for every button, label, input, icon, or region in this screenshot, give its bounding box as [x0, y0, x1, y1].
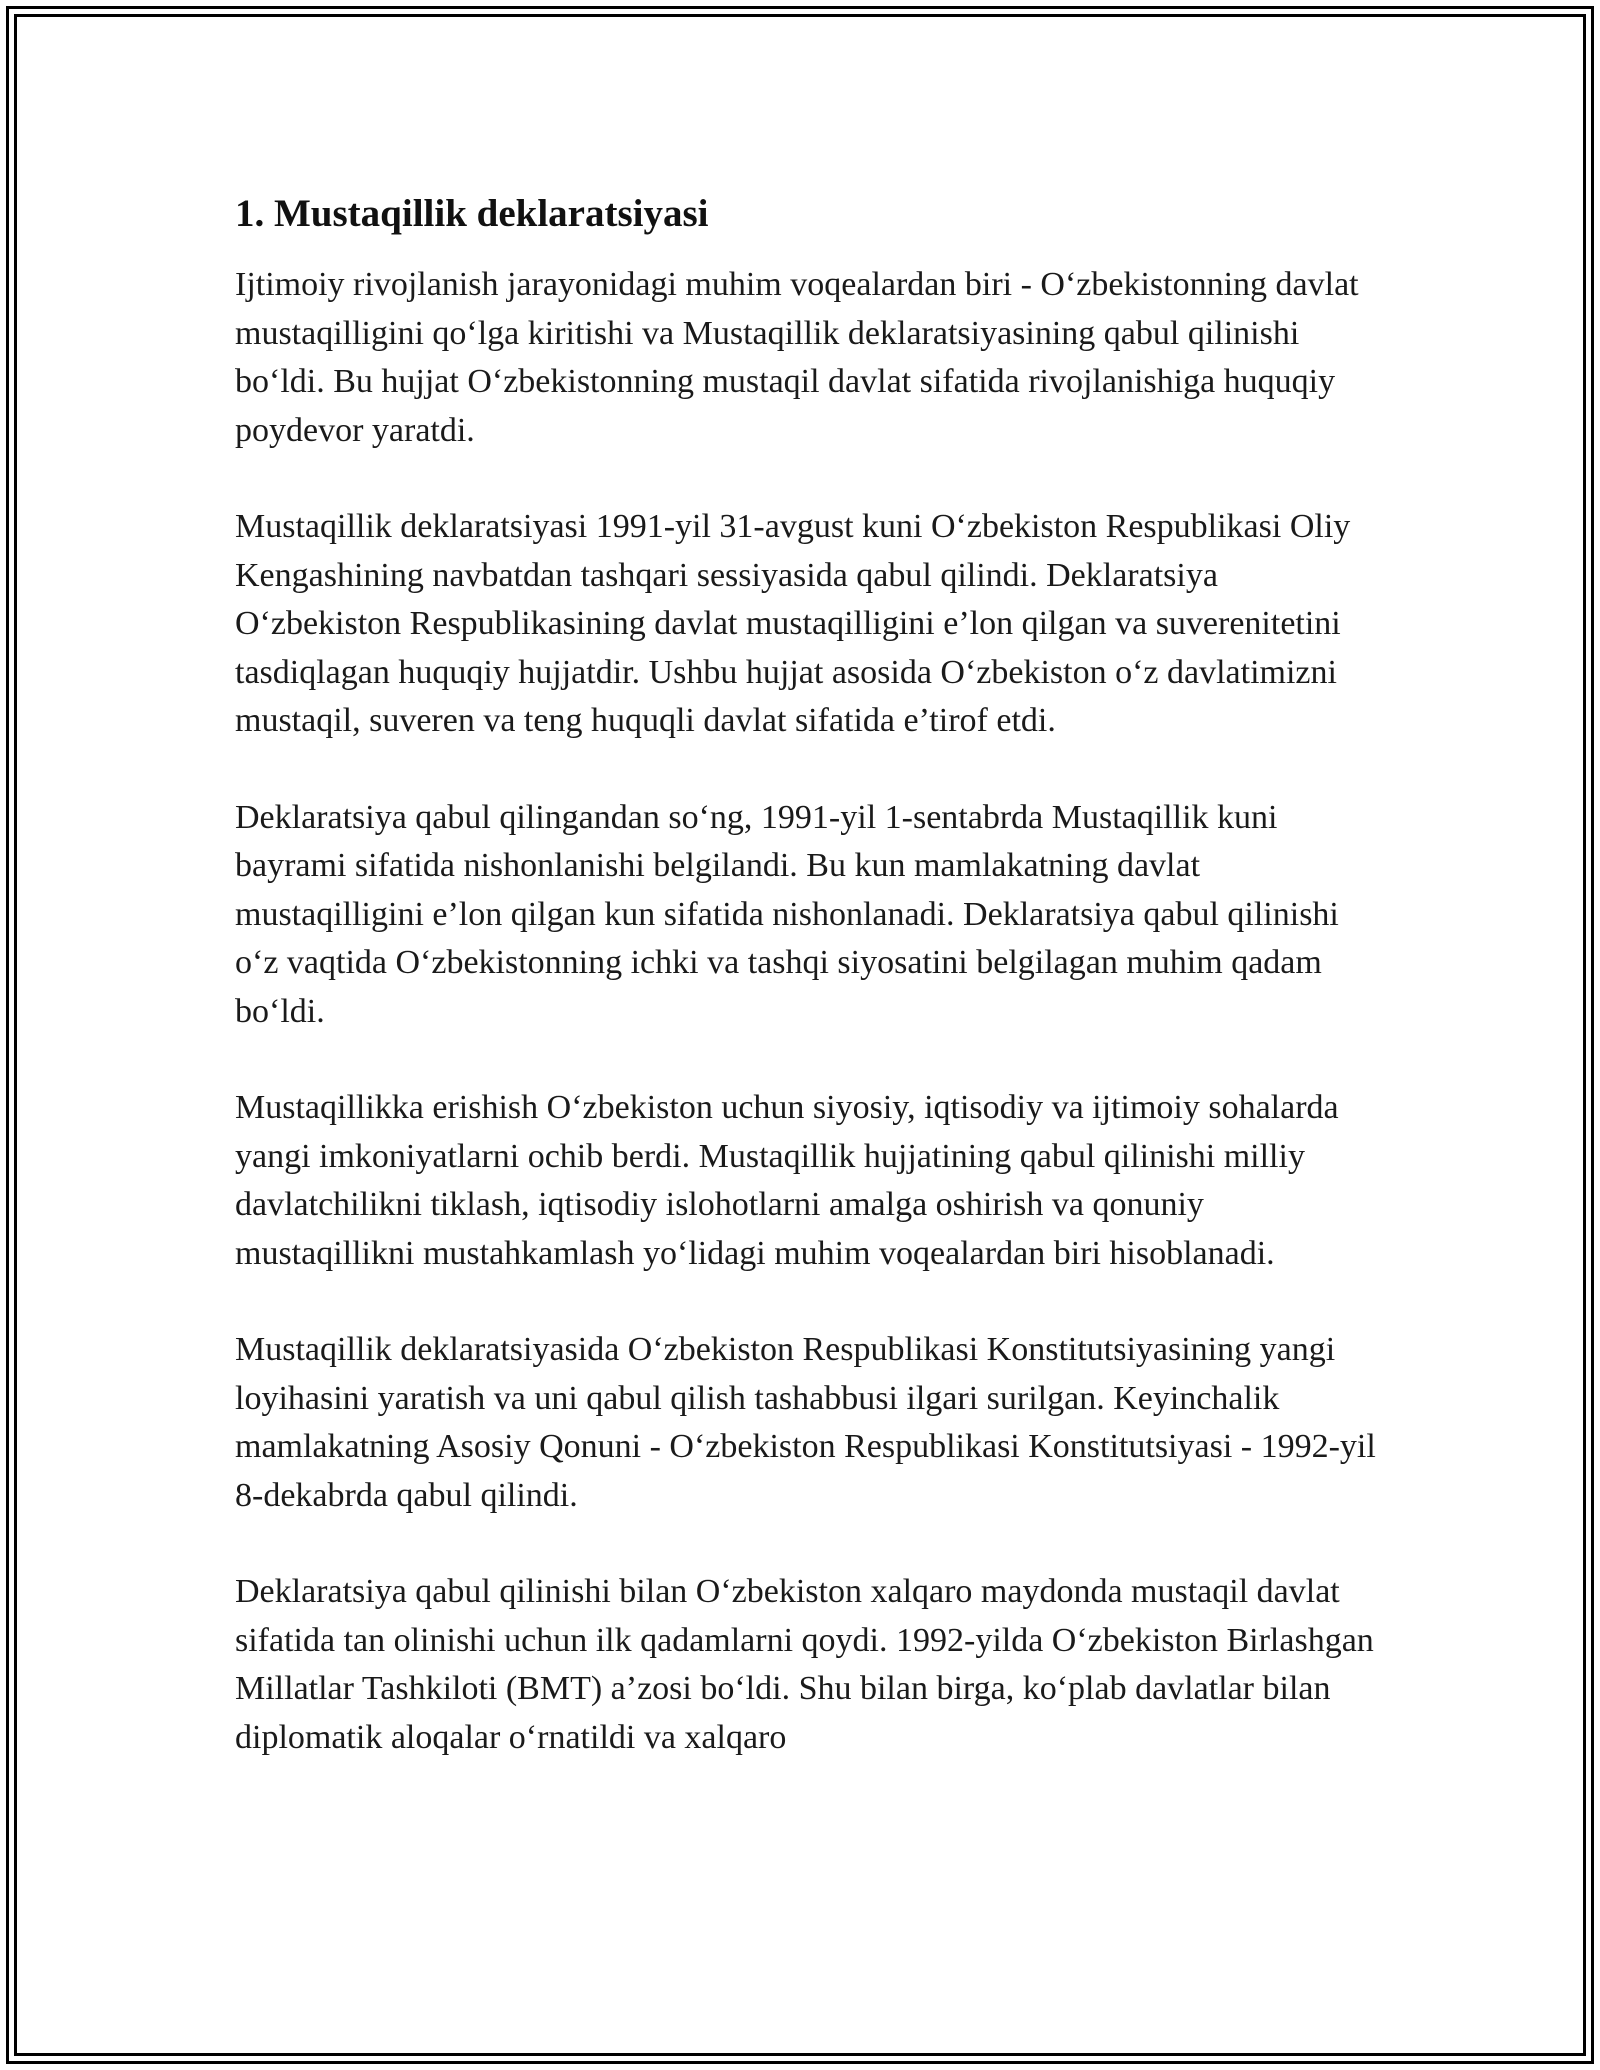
paragraph-4: Mustaqillikka erishish O‘zbekiston uchun siyosiy, iqtisodiy va ijtimoiy sohalarda yangi imkoniyatlarni ochib berdi. Mustaqillik hujjatining qabul qilinishi milliy davlatchilikni tiklash, iqtisodiy islohotlarni amalga oshirish va qonuniy mustaqillikni mustahkamlash yo‘lidagi muhim voqealardan biri hisoblanadi.	[235, 1089, 1339, 1272]
paragraph-2: Mustaqillik deklaratsiyasi 1991-yil 31-avgust kuni O‘zbekiston Respublikasi Oliy Kengashining navbatdan tashqari sessiyasida qabul qilindi. Deklaratsiya O‘zbekiston Respublikasining davlat mustaqilligini e’lon qilgan va suverenitetini tasdiqlagan huquqiy hujjatdir. Ushbu hujjat asosida O‘zbekiston o‘z davlatimizni mustaqil, suveren va teng huquqli davlat sifatida e’tirof etdi.	[235, 508, 1351, 739]
paragraph-5: Mustaqillik deklaratsiyasida O‘zbekiston Respublikasi Konstitutsiyasining yangi loyihasini yaratish va uni qabul qilish tashabbusi ilgari surilgan. Keyinchalik mamlakatning Asosiy Qonuni - O‘zbekiston Respublikasi Konstitutsiyasi - 1992-yil 8-dekabrda qabul qilindi.	[235, 1331, 1376, 1514]
paragraph-6: Deklaratsiya qabul qilinishi bilan O‘zbekiston xalqaro maydonda mustaqil davlat sifatida tan olinishi uchun ilk qadamlarni qoydi. 1992-yilda O‘zbekiston Birlashgan Millatlar Tashkiloti (BMT) a’zosi bo‘ldi. Shu bilan birga, ko‘plab davlatlar bilan diplomatik aloqalar o‘rnatildi va xalqaro	[235, 1573, 1374, 1756]
paragraph-3: Deklaratsiya qabul qilingandan so‘ng, 1991-yil 1-sentabrda Mustaqillik kuni bayrami sifatida nishonlanishi belgilandi. Bu kun mamlakatning davlat mustaqilligini e’lon qilgan kun sifatida nishonlanadi. Deklaratsiya qabul qilinishi o‘z vaqtida O‘zbekistonning ichki va tashqi siyosatini belgilagan muhim qadam bo‘ldi.	[235, 798, 1339, 1030]
section-heading: 1. Mustaqillik deklaratsiyasi	[235, 192, 709, 235]
document-body	[235, 185, 1380, 1810]
paragraph-1: Ijtimoiy rivojlanish jarayonidagi muhim voqealardan biri - O‘zbekistonning davlat mustaqilligini qo‘lga kiritishi va Mustaqillik deklaratsiyasining qabul qilinishi bo‘ldi. Bu hujjat O‘zbekistonning mustaqil davlat sifatida rivojlanishiga huquqiy poydevor yaratdi.	[235, 266, 1359, 449]
